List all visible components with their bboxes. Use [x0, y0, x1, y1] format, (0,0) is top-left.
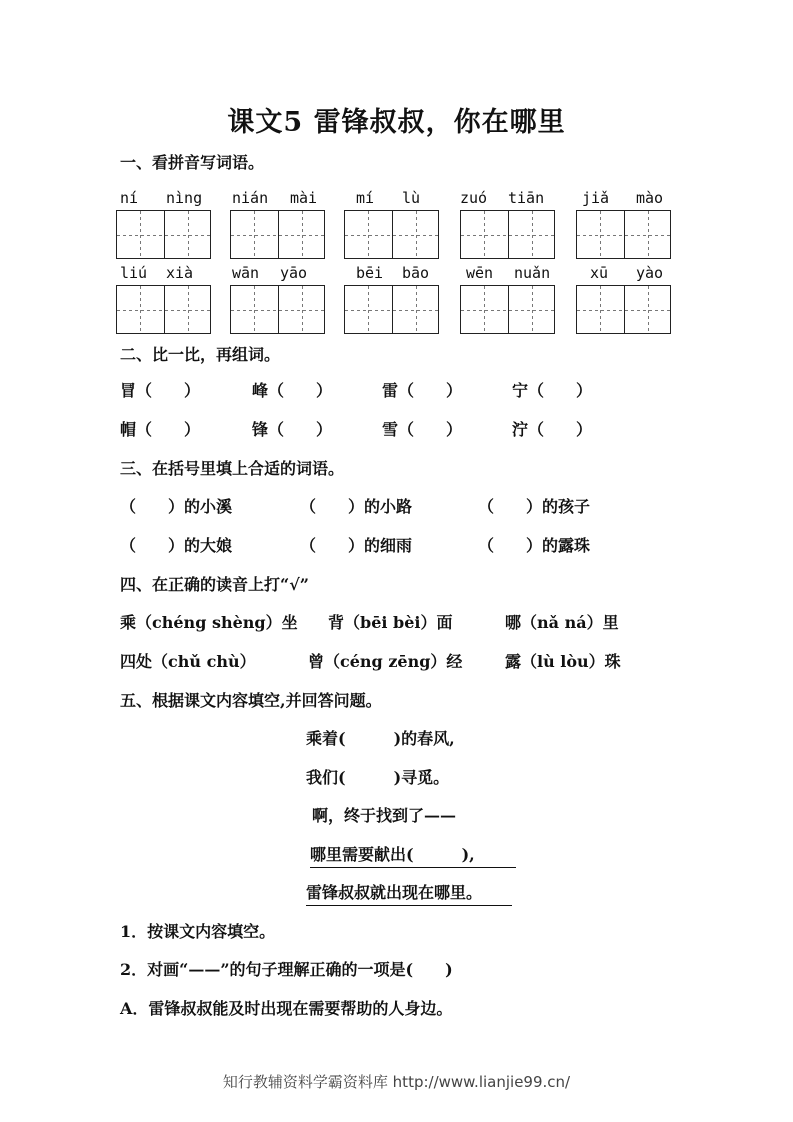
pinyin: nián [232, 189, 269, 207]
section3-heading: 三、在括号里填上合适的词语。 [120, 459, 345, 478]
pinyin: liú [120, 264, 148, 282]
fill-phrase: （ ）的大娘 [120, 536, 233, 555]
word-pair: 雪（ ） [382, 420, 463, 439]
pinyin: yào [636, 264, 664, 282]
word-pair: 雷（ ） [382, 381, 463, 400]
word-pair: 泞（ ） [512, 420, 593, 439]
question-2: 2．对画“——”的句子理解正确的一项是( ) [120, 960, 453, 979]
pinyin: lù [402, 189, 421, 207]
option-a: A．雷锋叔叔能及时出现在需要帮助的人身边。 [120, 999, 453, 1018]
word-pair: 宁（ ） [512, 381, 593, 400]
pinyin: nuǎn [514, 264, 551, 282]
word-pair: 冒（ ） [120, 381, 201, 400]
footer-watermark: 知行教辅资料学霸资料库 http://www.lianjie99.cn/ [222, 1073, 571, 1091]
pinyin: mào [636, 189, 664, 207]
reading-choice: 哪（nǎ ná）里 [505, 613, 619, 632]
fill-phrase: （ ）的小溪 [120, 497, 233, 516]
reading-choice: 乘（chéng shèng）坐 [120, 613, 298, 632]
writing-grid[interactable] [116, 285, 211, 334]
word-pair: 帽（ ） [120, 420, 201, 439]
reading-choice: 四处（chǔ chù） [120, 652, 256, 671]
poem-line-underlined: 雷锋叔叔就出现在哪里。 [306, 880, 512, 906]
writing-grid[interactable] [230, 210, 325, 259]
writing-grid[interactable] [344, 285, 439, 334]
pinyin: xū [590, 264, 609, 282]
reading-choice: 露（lù lòu）珠 [505, 652, 621, 671]
pinyin: bāo [402, 264, 430, 282]
writing-grid[interactable] [576, 285, 671, 334]
fill-phrase: （ ）的小路 [300, 497, 413, 516]
section4-heading: 四、在正确的读音上打“√” [120, 575, 309, 594]
page-title: 课文5 雷锋叔叔，你在哪里 [227, 107, 566, 138]
word-pair: 锋（ ） [252, 420, 333, 439]
section1-heading: 一、看拼音写词语。 [120, 153, 265, 172]
writing-grid[interactable] [116, 210, 211, 259]
pinyin: ní [120, 189, 139, 207]
poem-line-underlined: 哪里需要献出( ), [310, 842, 516, 868]
poem-line: 啊，终于找到了—— [312, 806, 457, 825]
writing-grid[interactable] [460, 210, 555, 259]
section2-heading: 二、比一比，再组词。 [120, 345, 281, 364]
pinyin: mài [290, 189, 318, 207]
pinyin: mí [356, 189, 375, 207]
writing-grid[interactable] [344, 210, 439, 259]
word-pair: 峰（ ） [252, 381, 333, 400]
section5-heading: 五、根据课文内容填空,并回答问题。 [120, 691, 382, 710]
pinyin: xià [166, 264, 194, 282]
pinyin: bēi [356, 264, 384, 282]
writing-grid[interactable] [576, 210, 671, 259]
fill-phrase: （ ）的露珠 [478, 536, 591, 555]
fill-phrase: （ ）的细雨 [300, 536, 413, 555]
pinyin: jiǎ [582, 189, 610, 207]
pinyin: zuó [460, 189, 488, 207]
pinyin: yāo [280, 264, 308, 282]
writing-grid[interactable] [460, 285, 555, 334]
question-1: 1．按课文内容填空。 [120, 922, 276, 941]
pinyin: wān [232, 264, 260, 282]
fill-phrase: （ ）的孩子 [478, 497, 591, 516]
poem-line: 乘着( )的春风, [306, 729, 455, 748]
reading-choice: 背（bēi bèi）面 [328, 613, 453, 632]
poem-line: 我们( )寻觅。 [306, 768, 450, 787]
pinyin: tiān [508, 189, 545, 207]
pinyin: nìng [166, 189, 203, 207]
writing-grid[interactable] [230, 285, 325, 334]
reading-choice: 曾（céng zēng）经 [308, 652, 463, 671]
pinyin: wēn [466, 264, 494, 282]
